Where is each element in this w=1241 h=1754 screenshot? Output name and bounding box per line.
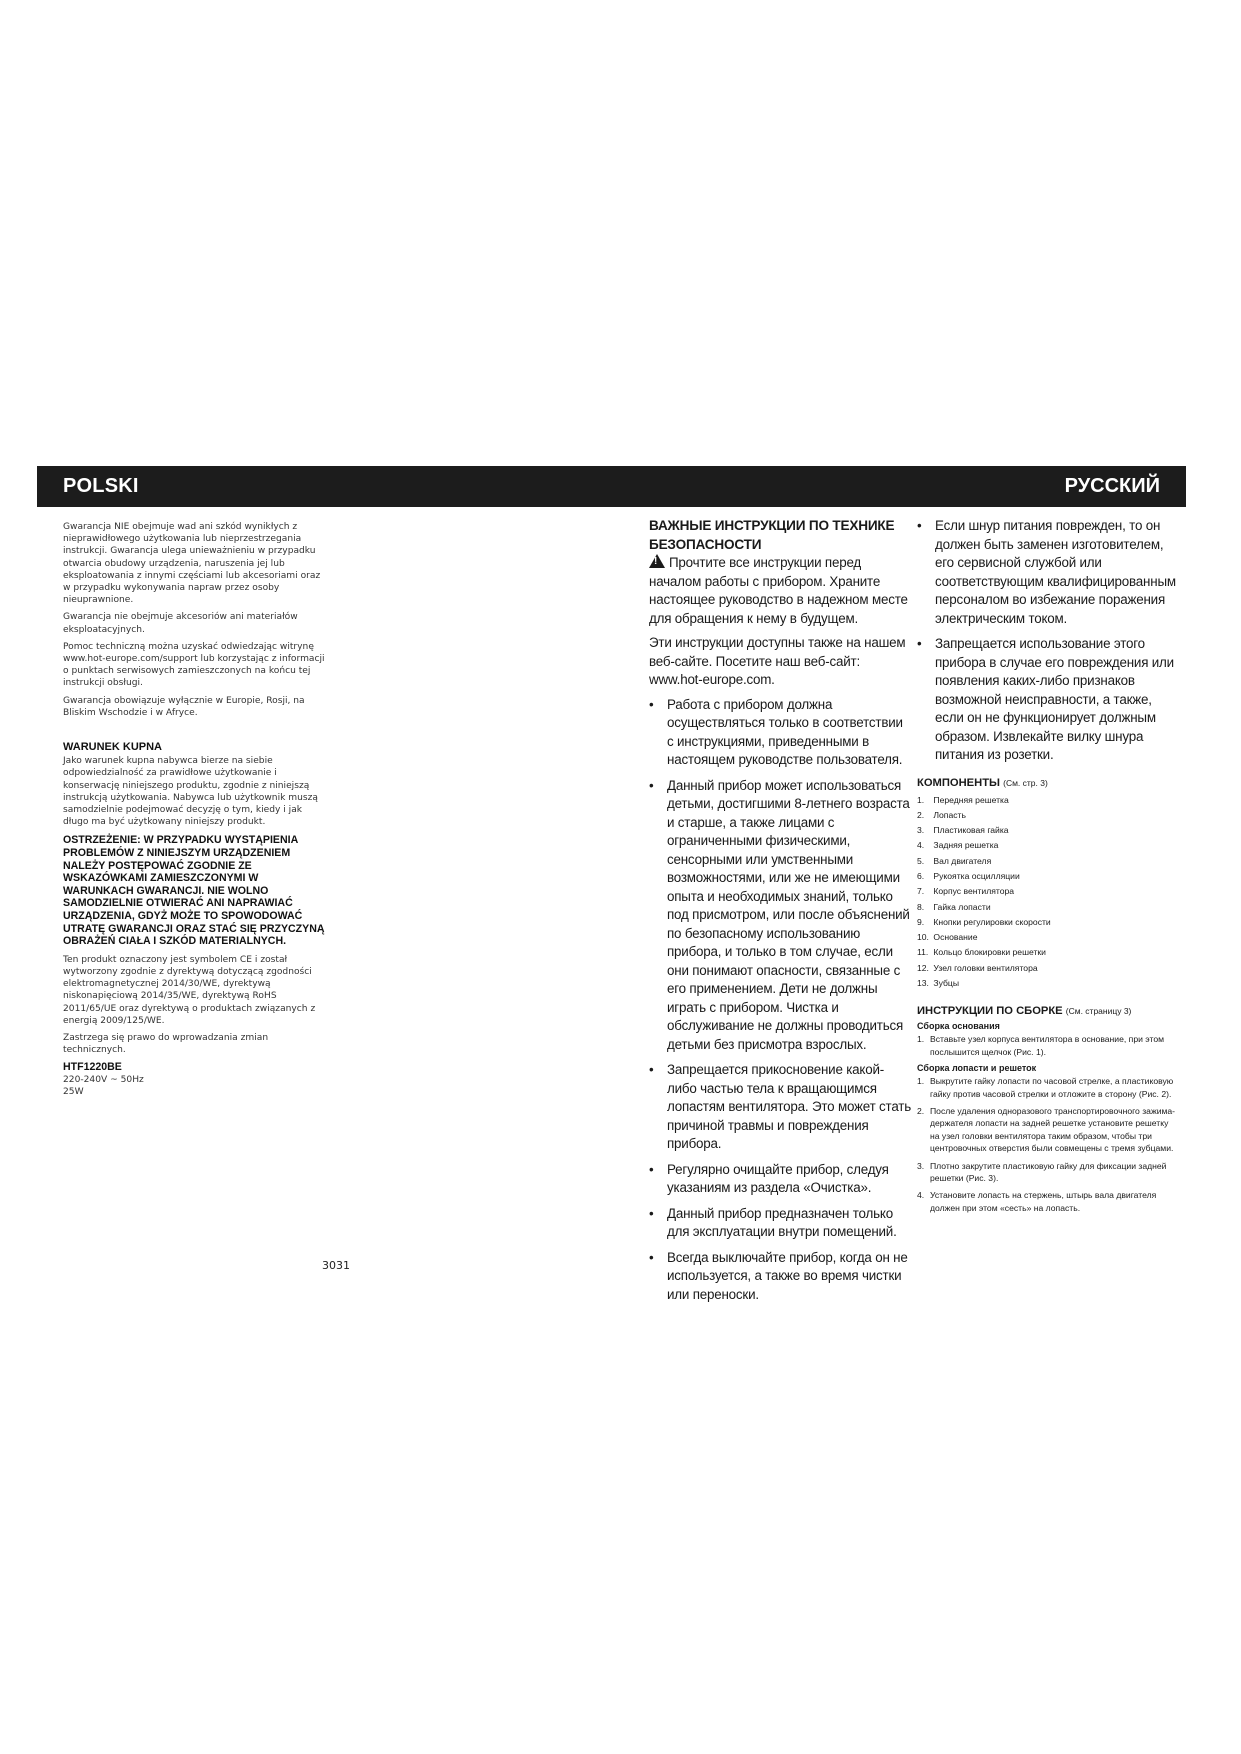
list-item (917, 976, 1179, 991)
list-item (917, 808, 1179, 823)
assembly-heading (917, 1005, 1179, 1017)
item-text: Кнопки регулировки скорости (933, 916, 1051, 927)
list-item (917, 930, 1179, 945)
item-text: Вставьте узел корпуса вентилятора в основание, при этом послышится щелчок (Рис. 1). (930, 1034, 1165, 1057)
list-item (917, 517, 1179, 628)
item-text: Лопасть (933, 809, 966, 820)
item-number: 1. (917, 1076, 925, 1087)
components-heading (917, 777, 1179, 789)
warning-triangle-icon (649, 554, 665, 568)
item-number: 10. (917, 932, 929, 943)
voltage-spec: 220-240V ~ 50Hz (63, 1074, 144, 1085)
bullet-text: Запрещается использование этого прибора в случае его повреждения или появления каких-либо признаков возможной неисправности, а также, если он не функционирует должным образом. Извлекайте вилку шнура питания из розетки. (935, 636, 1174, 762)
item-text: Передняя решетка (933, 794, 1009, 805)
warranty-paragraph: Gwarancja NIE obejmuje wad ani szkód wynikłych z nieprawidłowego użytkowania lub nieprzestrzegania instrukcji. Gwarancja ulega unieważnieniu w przypadku otwarcia obudowy urządzenia, naruszenia jej lub eksploatowania z innymi częściami lub akcesoriami oraz w przypadku wykonywania napraw przez osoby nieuprawnione. (63, 522, 321, 606)
list-item (917, 900, 1179, 915)
warning-paragraph: OSTRZEŻENIE: W PRZYPADKU WYSTĄPIENIA PROBLEMÓW Z NINIEJSZYM URZĄDZENIEM NALEŻY POSTĘPOWAĆ ZGODNIE ZE WSKAZÓWKAMI ZAMIESZCZONYMI W WARUNKACH GWARANCJI. NIE WOLNO SAMODZIELNIE OTWIERAĆ ANI NAPRAWIAĆ URZĄDZENIA, GDYŻ MOŻE TO SPOWODOWAĆ UTRATĘ GWARANCJI ORAZ STAĆ SIĘ PRZYCZYNĄ OBRAŻEŃ CIAŁA I SZKÓD MATERIALNYCH. (63, 834, 325, 948)
bullet-icon: • (649, 777, 654, 793)
item-number: 4. (917, 1190, 925, 1201)
list-item (917, 1075, 1179, 1100)
item-number: 7. (917, 886, 925, 897)
accessories-paragraph: Gwarancja nie obejmuje akcesoriów ani materiałów eksploatacyjnych. (63, 612, 298, 635)
list-item (917, 1033, 1179, 1058)
russian-language-label: РУССКИЙ (1064, 475, 1160, 497)
item-number: 2. (917, 1105, 925, 1116)
item-number: 4. (917, 840, 925, 851)
list-item (917, 854, 1179, 869)
list-item (917, 884, 1179, 899)
website-paragraph: Эти инструкции доступны также на нашем веб-сайте. Посетите наш веб-сайт: www.hot-europe.com. (649, 635, 906, 687)
components-list (917, 793, 1179, 992)
item-number: 9. (917, 916, 925, 927)
item-number: 3. (917, 1160, 925, 1171)
components-ref: (См. стр. 3) (1003, 777, 1048, 788)
base-assembly-heading: Сборка основания (917, 1021, 1000, 1032)
item-text: Корпус вентилятора (933, 886, 1015, 897)
bullet-icon: • (649, 696, 654, 712)
item-number: 12. (917, 962, 929, 973)
item-number: 2. (917, 809, 925, 820)
item-number: 5. (917, 855, 925, 866)
polish-language-label: POLSKI (63, 475, 139, 497)
ce-paragraph: Ten produkt oznaczony jest symbolem CE i został wytworzony zgodnie z dyrektywą dotyczącą zgodności elektromagnetycznej 2014/30/WE, dyrektywą niskonapięciową 2014/35/WE, dyrektywą RoHS 2011/65/UE oraz dyrektywą o produktach związanych z energią 2009/125/WE. (63, 954, 316, 1026)
list-item (917, 1189, 1179, 1214)
bullet-text: Данный прибор может использоваться детьми, достигшими 8-летнего возраста и старше, а также лицами с ограниченными физическими, сенсорными или умственными возможностями, или же не имеющими опыта и необходимых знаний, только под присмотром, или после объяснений по безопасному использованию прибора, и только в том случае, если они понимают опасности, связанные с его применением. Дети не должны играть с прибором. Чистка и обслуживание не должны проводиться детьми без присмотра взрослых. (667, 777, 910, 1052)
safety-heading: ВАЖНЫЕ ИНСТРУКЦИИ ПО ТЕХНИКЕ БЕЗОПАСНОСТИ (649, 518, 895, 552)
item-number: 1. (917, 1034, 925, 1045)
bullet-text: Запрещается прикосновение какой-либо частью тела к вращающимся лопастям вентилятора. Это может стать причиной травмы и повреждения прибора. (667, 1062, 911, 1151)
language-header-bar (37, 466, 1186, 507)
list-item (917, 838, 1179, 853)
assembly-ref: (См. страницу 3) (1065, 1006, 1132, 1017)
item-text: Задняя решетка (933, 840, 999, 851)
list-item (917, 869, 1179, 884)
russian-column-2 (917, 517, 1179, 1219)
item-text: Основание (933, 932, 978, 943)
list-item (917, 1105, 1179, 1155)
list-item (917, 1160, 1179, 1185)
item-text: Узел головки вентилятора (933, 962, 1038, 973)
item-number: 1. (917, 794, 925, 805)
page-number: 3031 (322, 1259, 350, 1272)
bullet-icon: • (649, 1161, 654, 1177)
item-number: 3. (917, 825, 925, 836)
item-number: 11. (917, 947, 929, 958)
list-item (649, 1205, 911, 1242)
item-text: Пластиковая гайка (933, 825, 1009, 836)
assembly-title: ИНСТРУКЦИИ ПО СБОРКЕ (917, 1005, 1063, 1018)
item-text: Установите лопасть на стержень, штырь вала двигателя должен при этом «сесть» на лопасть. (930, 1190, 1157, 1213)
bullet-text: Данный прибор предназначен только для эксплуатации внутри помещений. (667, 1205, 897, 1239)
reserve-paragraph: Zastrzega się prawo do wprowadzania zmian technicznych. (63, 1033, 269, 1056)
list-item (649, 1061, 911, 1154)
intro-text: Прочтите все инструкции перед началом работы с прибором. Храните настоящее руководство в надежном месте для обращения к нему в будущем. (649, 555, 908, 626)
model-number: HTF1220BE (63, 1061, 122, 1074)
list-item (917, 823, 1179, 838)
bullet-text: Всегда выключайте прибор, когда он не используется, а также во время чистки или переноски. (667, 1249, 908, 1302)
bullet-icon: • (917, 636, 922, 651)
bullet-icon: • (649, 1205, 654, 1221)
bullet-text: Работа с прибором должна осуществляться только в соответствии с инструкциями, приведенными в настоящем руководстве пользователя. (667, 696, 903, 767)
list-item (649, 777, 911, 1055)
list-item (917, 635, 1179, 765)
power-spec: 25W (63, 1086, 84, 1097)
bullet-text: Регулярно очищайте прибор, следуя указаниям из раздела «Очистка». (667, 1161, 889, 1195)
list-item (649, 1249, 911, 1305)
item-number: 8. (917, 901, 925, 912)
list-item (917, 945, 1179, 960)
list-item (917, 793, 1179, 808)
list-item (917, 915, 1179, 930)
base-steps-list (917, 1033, 1179, 1058)
list-item (917, 961, 1179, 976)
blade-steps-list (917, 1075, 1179, 1214)
item-text: Выкрутите гайку лопасти по часовой стрелке, а пластиковую гайку против часовой стрелки и отложите в сторону (Рис. 2). (930, 1076, 1174, 1099)
russian-column-1 (649, 517, 911, 1311)
item-number: 6. (917, 870, 925, 881)
list-item (649, 696, 911, 770)
purchase-heading: WARUNEK KUPNA (63, 741, 162, 754)
item-text: Гайка лопасти (933, 901, 991, 912)
item-text: Кольцо блокировки решетки (933, 947, 1046, 958)
bullet-icon: • (649, 1062, 654, 1077)
intro-paragraph (649, 554, 911, 628)
polish-column (63, 521, 325, 1098)
item-text: Зубцы (933, 978, 959, 989)
components-title: КОМПОНЕНТЫ (917, 776, 1000, 789)
blade-assembly-heading: Сборка лопасти и решеток (917, 1063, 1037, 1074)
item-text: Вал двигателя (933, 855, 992, 866)
purchase-paragraph: Jako warunek kupna nabywca bierze na siebie odpowiedzialność za prawidłowe użytkowanie i konserwację niniejszego produktu, zgodnie z niniejszą instrukcją użytkowania. Nabywca lub użytkownik muszą samodzielnie podejmować decyzję o tym, kiedy i jak długo ma być użytkowany niniejszy produkt. (63, 756, 318, 828)
support-paragraph: Pomoc techniczną można uzyskać odwiedzając witrynę www.hot-europe.com/support lub korzystając z informacji o punktach serwisowych zamieszczonych na końcu tej instrukcji obsługi. (63, 641, 325, 689)
list-item (649, 1161, 911, 1198)
item-text: После удаления одноразового транспортировочного зажима-держателя лопасти на задней решетке установите решетку на узел головки вентилятора таким образом, чтобы три центровочных отверстия были совмещены с тремя зубцами. (930, 1105, 1176, 1154)
region-paragraph: Gwarancja obowiązuje wyłącznie w Europie, Rosji, na Bliskim Wschodzie i w Afryce. (63, 695, 305, 718)
bullet-text: Если шнур питания поврежден, то он должен быть заменен изготовителем, его сервисной службой или соответствующим квалифицированным персоналом во избежание поражения электрическим током. (935, 518, 1176, 626)
bullet-icon: • (649, 1249, 654, 1265)
item-text: Рукоятка осцилляции (933, 870, 1020, 881)
item-number: 13. (917, 978, 929, 989)
bullet-icon: • (917, 518, 922, 533)
item-text: Плотно закрутите пластиковую гайку для фиксации задней решетки (Рис. 3). (930, 1160, 1167, 1184)
